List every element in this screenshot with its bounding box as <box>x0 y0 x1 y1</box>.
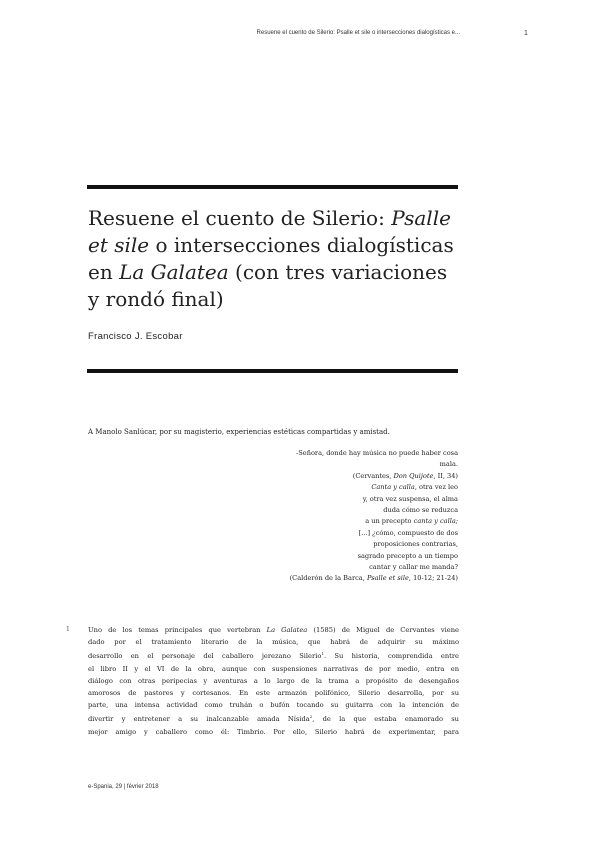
title-top-rule <box>87 185 458 189</box>
paragraph-number: 1 <box>66 626 70 633</box>
epigraph-citation <box>230 573 458 584</box>
body-line <box>88 624 459 636</box>
body-italic: La Galatea <box>266 626 308 634</box>
dedication: A Manolo Sanlúcar, por su magisterio, experiencias estéticas compartidas y amistad. <box>88 428 390 436</box>
body-text: . Su historia, comprendida entre <box>323 652 459 661</box>
journal-footer: e-Spania, 29 | février 2018 <box>88 784 159 790</box>
epigraph-line: mala. <box>439 460 458 469</box>
epigraph-line: sagrado precepto a un tiempo <box>357 551 458 560</box>
title-bottom-rule <box>87 369 458 373</box>
body-line: mejor amigo y caballero como él: Timbrio. Por ello, Silerio habrá de experimentar, para <box>88 727 459 736</box>
body-text: Uno de los temas principales que vertebran <box>88 626 267 634</box>
epigraph-italic: ¿ <box>372 528 376 537</box>
epigraph-line: y, otra vez suspensa, el alma <box>362 494 458 503</box>
epigraph <box>230 448 458 585</box>
epigraph-line: duda cómo se reduzca <box>383 506 458 515</box>
title-part-2: o intersecciones dialogísticas en <box>88 233 454 284</box>
body-line: amorosos de pastores y cortesanos. En este armazón polifónico, Silerio desarrolla, por su <box>88 689 459 698</box>
title-italic-2: La Galatea <box>119 260 229 284</box>
citation-text: (Calderón de la Barca, <box>289 574 367 583</box>
epigraph-text: a un precepto <box>365 517 414 526</box>
citation-text: , 10-12; 21-24) <box>408 574 458 583</box>
article-title <box>88 205 460 313</box>
body-text: divertir y entretener a su inalcanzable amada Nísida <box>88 715 310 724</box>
epigraph-line: proposiciones contrarias, <box>373 540 458 549</box>
body-line: parte, una intensa actividad como truhán o bufón tocando su guitarra con la intención de <box>88 701 459 710</box>
footnote-ref-link[interactable]: 1 <box>321 651 324 657</box>
epigraph-text: [...] <box>358 528 373 537</box>
epigraph-text: , otra vez leo <box>414 483 458 492</box>
epigraph-citation <box>230 471 458 482</box>
epigraph-italic: Canta y calla <box>371 483 415 492</box>
title-part-1: Resuene el cuento de Silerio: <box>88 206 392 230</box>
title-part-3: (con tres variaciones y rondó final) <box>88 260 448 311</box>
citation-title: Psalle et sile <box>366 574 409 583</box>
author-name: Francisco J. Escobar <box>88 331 183 342</box>
footnote-ref-link[interactable]: 2 <box>309 714 313 720</box>
body-text: (1585) de Miguel de Cervantes viene <box>307 626 460 634</box>
body-text: desarrollo en el personaje del caballero jerezano Silerio <box>88 652 322 661</box>
epigraph-line: cantar y callar me manda? <box>369 563 458 572</box>
epigraph-line <box>230 516 458 527</box>
title-italic-1: Psalle et sile <box>88 206 451 257</box>
page-number: 1 <box>524 30 528 37</box>
citation-text: , II, 34) <box>433 471 458 480</box>
citation-title: Don Quijote <box>393 471 434 480</box>
epigraph-line: -Señora, donde hay música no puede haber cosa <box>296 449 458 457</box>
epigraph-line <box>230 528 458 539</box>
body-line <box>88 711 459 725</box>
body-text: , de la que estaba enamorado su <box>312 715 459 724</box>
citation-text: (Cervantes, <box>352 471 394 480</box>
body-line: diálogo con otras peripecias y aventuras a lo largo de la trama a propósito de desengaños <box>88 676 459 685</box>
running-head: Resuene el cuento de Silerio: Psalle et sile o intersecciones dialogísticas e... <box>256 30 460 36</box>
epigraph-italic: canta y calla; <box>413 517 458 526</box>
body-line: dado por el tratamiento literario de la música, que habrá de adquirir su máximo <box>88 638 459 647</box>
epigraph-line <box>230 482 458 493</box>
body-line: el libro II y el VI de la obra, aunque con suspensiones narrativas de por medio, entra en <box>88 664 459 673</box>
body-paragraph <box>88 624 459 738</box>
epigraph-text: cómo, compuesto de dos <box>375 528 458 537</box>
body-line <box>88 648 459 662</box>
